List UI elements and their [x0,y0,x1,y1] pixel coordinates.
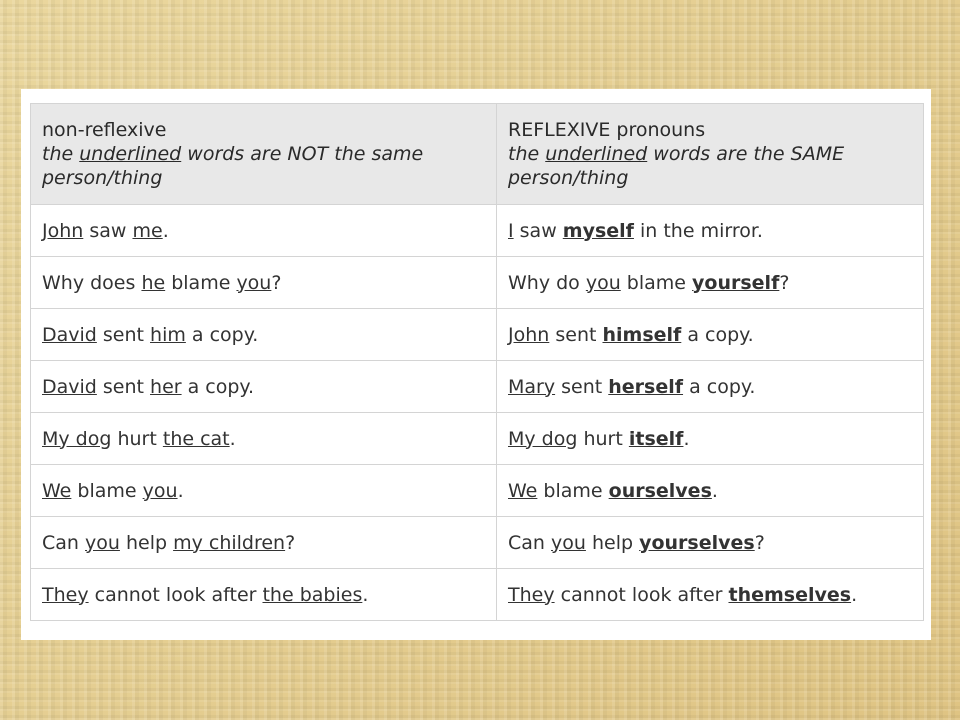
underlined-word: Mary [508,375,556,398]
sentence-text: Why do [508,271,586,294]
sentence-text: . [229,427,236,450]
sentence-text: Why does [42,271,142,294]
underlined-word: me [132,219,163,242]
sentence-text: a copy. [185,323,259,346]
sentence-text: ? [779,271,790,294]
underlined-word: you [142,479,178,502]
sentence-text: cannot look after [554,583,729,606]
underlined-word: David [42,323,97,346]
sentence-text: cannot look after [88,583,263,606]
reflexive-sentence [497,569,924,621]
reflexive-sentence [497,517,924,569]
underlined-word: the cat [162,427,230,450]
sentence-text: blame [620,271,693,294]
sentence-text: . [711,479,718,502]
sentence-text: sent [96,375,151,398]
subtitle-text: the [42,143,80,165]
sentence-text: hurt [577,427,629,450]
reflexive-sentence [497,257,924,309]
underlined-word: you [551,531,586,554]
sentence-text: a copy. [181,375,255,398]
reflexive-pronoun: herself [608,375,684,398]
non-reflexive-sentence [31,309,497,361]
underlined-word: John [508,323,550,346]
header-row [31,104,924,205]
header-subtitle [42,142,496,190]
sentence-text: . [851,583,858,606]
non-reflexive-sentence [31,361,497,413]
reflexive-pronoun: myself [562,219,634,242]
reflexive-sentence [497,413,924,465]
sentence-text: saw [513,219,563,242]
underlined-word: We [508,479,538,502]
sentence-text: Can [42,531,85,554]
non-reflexive-sentence [31,257,497,309]
underlined-word: you [585,271,621,294]
header-reflexive [497,104,924,205]
table-panel [21,89,931,640]
sentence-text: . [162,219,169,242]
reflexive-pronoun: themselves [728,583,852,606]
table-row [31,361,924,413]
underlined-word: you [85,531,120,554]
table-row [31,309,924,361]
table-row [31,257,924,309]
underlined-word: We [42,479,72,502]
subtitle-text: the [508,143,546,165]
reflexive-pronouns-table [30,103,924,621]
sentence-text: saw [83,219,133,242]
underlined-word: My dog [508,427,578,450]
subtitle-text: words are NOT the same person/thing [42,143,424,189]
sentence-text: hurt [111,427,163,450]
sentence-text: a copy. [681,323,754,346]
subtitle-underlined: underlined [79,143,182,165]
sentence-text: blame [165,271,237,294]
sentence-text: blame [71,479,143,502]
sentence-text: sent [549,323,603,346]
underlined-word: you [236,271,272,294]
reflexive-pronoun: itself [628,427,684,450]
sentence-text: blame [537,479,609,502]
sentence-text: . [362,583,369,606]
reflexive-pronoun: yourselves [639,531,755,554]
sentence-text: help [119,531,174,554]
sentence-text: . [177,479,184,502]
underlined-word: David [42,375,97,398]
sentence-text: help [585,531,640,554]
underlined-word: he [141,271,166,294]
reflexive-pronoun: ourselves [608,479,712,502]
non-reflexive-sentence [31,205,497,257]
sentence-text: ? [285,531,296,554]
non-reflexive-sentence [31,465,497,517]
sentence-text: ? [271,271,282,294]
underlined-word: her [150,375,182,398]
underlined-word: They [508,583,555,606]
table-row [31,205,924,257]
sentence-text: Can [508,531,551,554]
reflexive-sentence [497,465,924,517]
reflexive-sentence [497,361,924,413]
non-reflexive-sentence [31,569,497,621]
table-row [31,517,924,569]
table-row [31,413,924,465]
header-title: non-reflexive [42,119,167,141]
underlined-word: My dog [42,427,112,450]
non-reflexive-sentence [31,413,497,465]
underlined-word: the babies [262,583,363,606]
reflexive-sentence [497,309,924,361]
sentence-text: sent [555,375,609,398]
reflexive-sentence [497,205,924,257]
reflexive-pronoun: yourself [692,271,780,294]
non-reflexive-sentence [31,517,497,569]
underlined-word: I [508,219,514,242]
subtitle-underlined: underlined [545,143,648,165]
underlined-word: They [42,583,89,606]
sentence-text: a copy. [683,375,756,398]
underlined-word: my children [173,531,286,554]
underlined-word: him [150,323,186,346]
table-row [31,569,924,621]
underlined-word: John [42,219,84,242]
table-row [31,465,924,517]
subtitle-text: words are the SAME person/thing [508,143,845,189]
sentence-text: . [683,427,690,450]
reflexive-pronoun: himself [602,323,682,346]
sentence-text: sent [96,323,151,346]
header-title: REFLEXIVE pronouns [508,119,706,141]
sentence-text: ? [754,531,765,554]
header-subtitle [508,142,923,190]
header-non-reflexive [31,104,497,205]
sentence-text: in the mirror. [633,219,763,242]
